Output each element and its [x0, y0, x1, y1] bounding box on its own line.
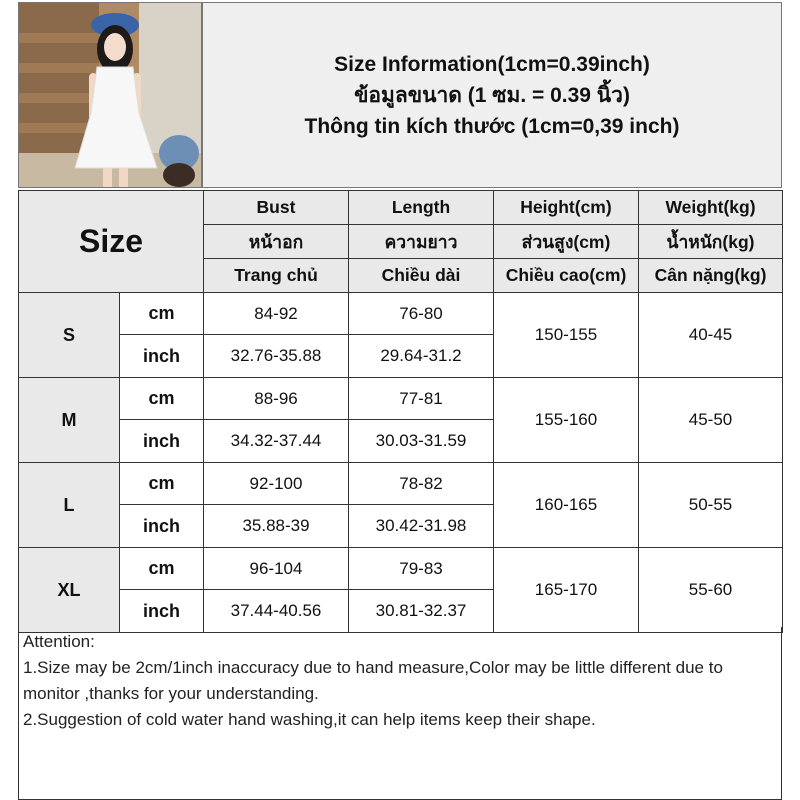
table-row [19, 293, 783, 335]
notes-heading: Attention: [23, 632, 95, 651]
length-inch: 30.81-32.37 [349, 590, 494, 633]
length-cm: 78-82 [349, 463, 494, 505]
length-cm: 77-81 [349, 378, 494, 420]
weight-range: 50-55 [639, 463, 783, 548]
unit-cm: cm [120, 548, 204, 590]
size-table [18, 190, 783, 633]
table-row [19, 548, 783, 590]
col-length-en: Length [349, 191, 494, 225]
table-row [19, 463, 783, 505]
length-cm: 79-83 [349, 548, 494, 590]
height-range: 150-155 [494, 293, 639, 378]
unit-inch: inch [120, 335, 204, 378]
bust-cm: 88-96 [204, 378, 349, 420]
weight-range: 40-45 [639, 293, 783, 378]
unit-inch: inch [120, 505, 204, 548]
unit-inch: inch [120, 420, 204, 463]
bust-cm: 92-100 [204, 463, 349, 505]
col-weight-th: น้ำหนัก(kg) [639, 225, 783, 259]
size-label: M [19, 378, 120, 463]
height-range: 165-170 [494, 548, 639, 633]
length-inch: 29.64-31.2 [349, 335, 494, 378]
col-length-th: ความยาว [349, 225, 494, 259]
col-bust-th: หน้าอก [204, 225, 349, 259]
bust-cm: 96-104 [204, 548, 349, 590]
bust-inch: 37.44-40.56 [204, 590, 349, 633]
unit-inch: inch [120, 590, 204, 633]
unit-cm: cm [120, 463, 204, 505]
col-bust-vi: Trang chủ [204, 259, 349, 293]
size-label: XL [19, 548, 120, 633]
size-header: Size [19, 191, 204, 293]
title-english: Size Information(1cm=0.39inch) [334, 52, 650, 76]
bust-cm: 84-92 [204, 293, 349, 335]
weight-range: 45-50 [639, 378, 783, 463]
notes-line-1: 1.Size may be 2cm/1inch inaccuracy due to hand measure,Color may be little different due to monitor ,thanks for your understanding. [23, 658, 723, 703]
size-label: L [19, 463, 120, 548]
size-label: S [19, 293, 120, 378]
col-bust-en: Bust [204, 191, 349, 225]
height-range: 155-160 [494, 378, 639, 463]
col-weight-vi: Cân nặng(kg) [639, 259, 783, 293]
model-illustration [19, 3, 202, 188]
length-inch: 30.42-31.98 [349, 505, 494, 548]
bust-inch: 34.32-37.44 [204, 420, 349, 463]
weight-range: 55-60 [639, 548, 783, 633]
notes-line-2: 2.Suggestion of cold water hand washing,it can help items keep their shape. [23, 710, 596, 729]
length-inch: 30.03-31.59 [349, 420, 494, 463]
table-row [19, 378, 783, 420]
unit-cm: cm [120, 378, 204, 420]
unit-cm: cm [120, 293, 204, 335]
bust-inch: 32.76-35.88 [204, 335, 349, 378]
col-length-vi: Chiều dài [349, 259, 494, 293]
col-height-th: ส่วนสูง(cm) [494, 225, 639, 259]
bust-inch: 35.88-39 [204, 505, 349, 548]
col-weight-en: Weight(kg) [639, 191, 783, 225]
product-photo [18, 2, 202, 188]
col-height-en: Height(cm) [494, 191, 639, 225]
col-height-vi: Chiều cao(cm) [494, 259, 639, 293]
title-box [202, 2, 782, 188]
height-range: 160-165 [494, 463, 639, 548]
length-cm: 76-80 [349, 293, 494, 335]
title-thai: ข้อมูลขนาด (1 ซม. = 0.39 นิ้ว) [354, 83, 630, 107]
title-vietnamese: Thông tin kích thước (1cm=0,39 inch) [304, 114, 680, 138]
attention-notes [18, 627, 782, 800]
